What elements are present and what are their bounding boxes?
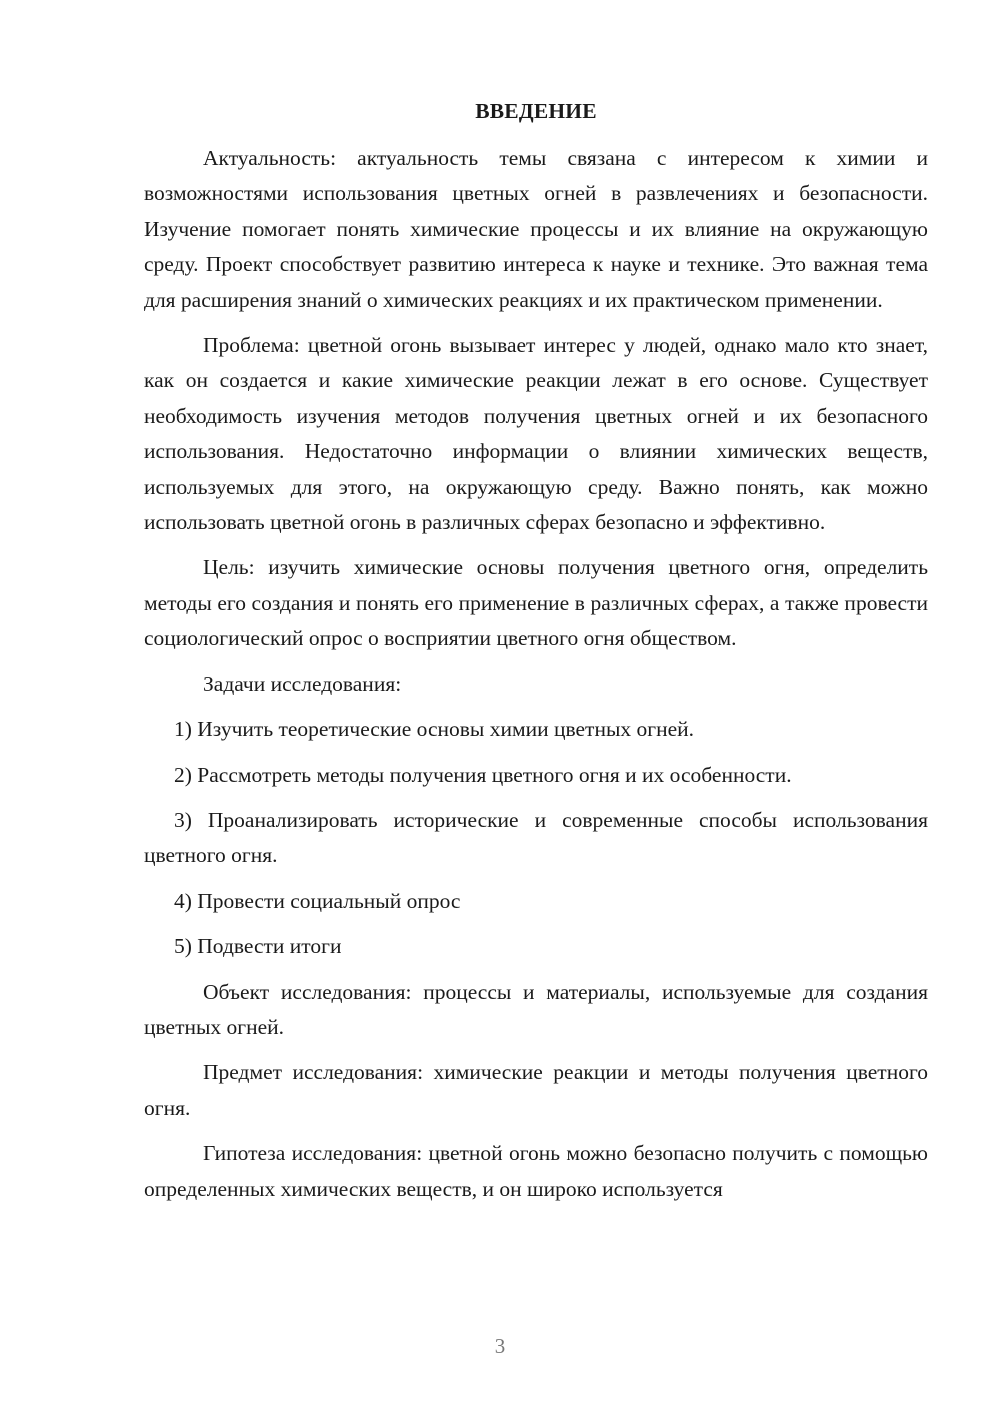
paragraph-goal: Цель: изучить химические основы получения цветного огня, определить методы его создания и понять его применение в различных сферах, а также провести социологический опрос о восприятии цветного огня обществом. — [144, 555, 928, 651]
tasks-heading: Задачи исследования: — [203, 671, 402, 696]
paragraph-subject: Предмет исследования: химические реакции и методы получения цветного огня. — [144, 1060, 928, 1120]
paragraph-problem: Проблема: цветной огонь вызывает интерес у людей, однако мало кто знает, как он создается и какие химические реакции лежат в его основе. Существует необходимость изучения методов получения цветных огней и их безопасного использования. Недостаточно информации о влиянии химических веществ, используемых для этого, на окружающую среду. Важно понять, как можно использовать цветной огонь в различных сферах безопасно и эффективно. — [144, 333, 928, 535]
task-item-5: 5) Подвести итоги — [174, 934, 342, 959]
task-item-3: 3) Проанализировать исторические и современные способы использования цветного огня. — [144, 807, 928, 868]
page-number: 3 — [494, 1334, 506, 1358]
paragraph-object: Объект исследования: процессы и материалы, используемые для создания цветных огней. — [144, 979, 928, 1039]
paragraph-relevance: Актуальность: актуальность темы связана с интересом к химии и возможностями использования цветных огней в развлечениях и безопасности. Изучение помогает понять химические процессы и их влияние на окружающую среду. Проект способствует развитию интереса к науке и технике. Это важная тема для расширения знаний о химических реакциях и их практическом применении. — [144, 146, 928, 312]
task-item-1: 1) Изучить теоретические основы химии цветных огней. — [174, 717, 695, 742]
paragraph-hypothesis: Гипотеза исследования: цветной огонь можно безопасно получить с помощью определенных химических веществ, и он широко используется — [144, 1141, 928, 1201]
page-title: ВВЕДЕНИЕ — [475, 99, 597, 123]
task-item-2: 2) Рассмотреть методы получения цветного огня и их особенности. — [174, 762, 792, 787]
task-item-4: 4) Провести социальный опрос — [174, 888, 461, 913]
document-body — [144, 141, 928, 1217]
